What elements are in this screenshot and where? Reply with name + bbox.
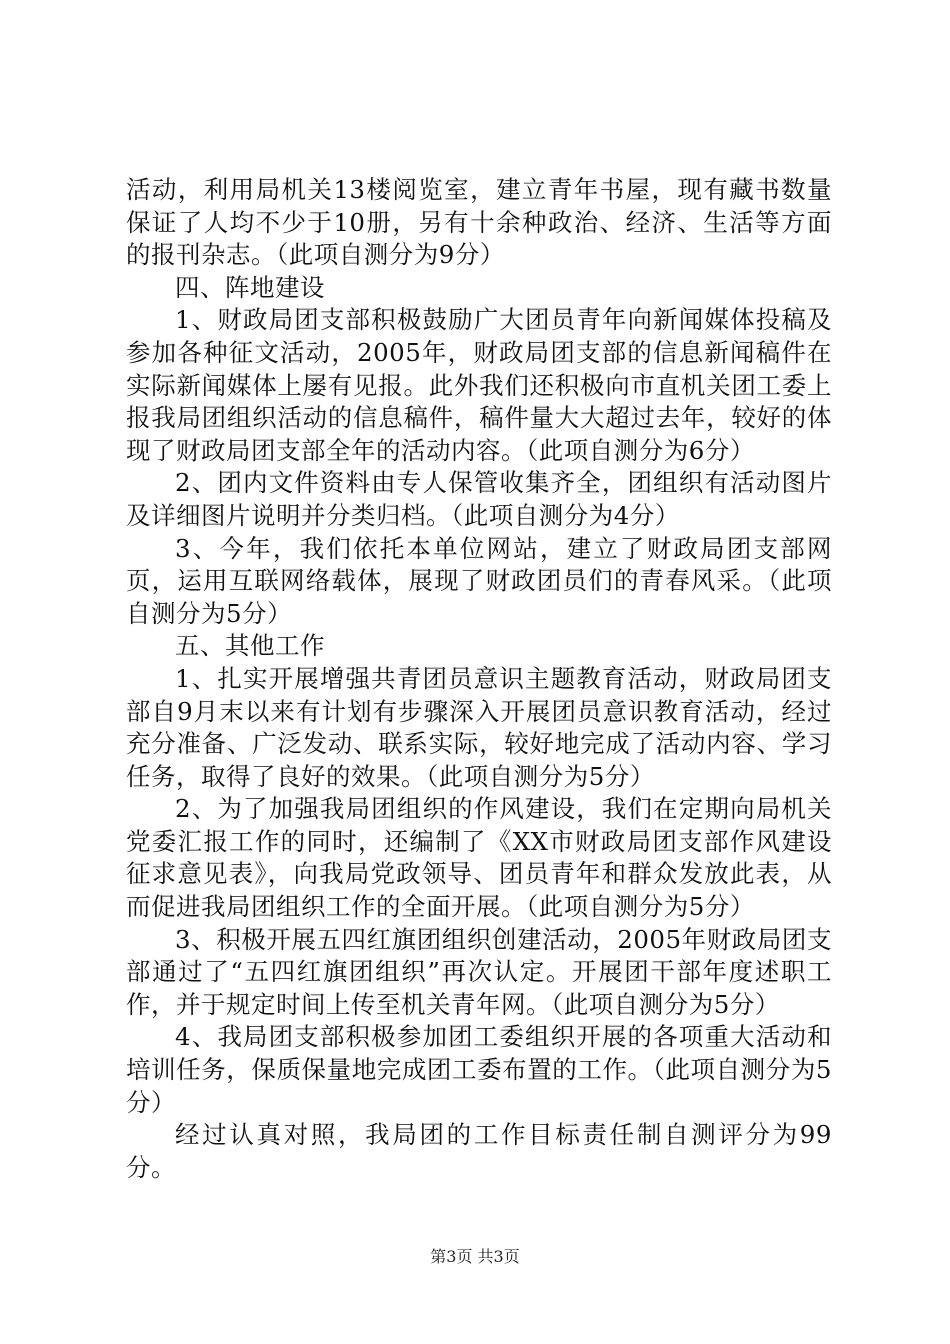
paragraph: 1、扎实开展增强共青团员意识主题教育活动，财政局团支部自9月末以来有计划有步骤深入开展团员意识教育活动，经过充分准备、广泛发动、联系实际，较好地完成了活动内容、学习任务，取得了良好的效果。（此项自测分为5分） [126, 663, 832, 791]
section-heading-4: 四、阵地建设 [175, 272, 325, 302]
paragraph: 2、团内文件资料由专人保管收集齐全，团组织有活动图片及详细图片说明并分类归档。（此项自测分为4分） [126, 468, 832, 530]
paragraph: 2、为了加强我局团组织的作风建设，我们在定期向局机关党委汇报工作的同时，还编制了《XX市财政局团支部作风建设征求意见表》，向我局党政领导、团员青年和群众发放此表，从而促进我局团组织工作的全面开展。（此项自测分为5分） [126, 794, 832, 922]
paragraph-conclusion: 经过认真对照，我局团的工作目标责任制自测评分为99分。 [126, 1120, 832, 1182]
document-body [126, 174, 832, 1184]
section-heading-5: 五、其他工作 [175, 631, 325, 661]
paragraph: 4、我局团支部积极参加团工委组织开展的各项重大活动和培训任务，保质保量地完成团工委布置的工作。（此项自测分为5分） [126, 1022, 832, 1117]
paragraph: 3、积极开展五四红旗团组织创建活动，2005年财政局团支部通过了“五四红旗团组织”再次认定。开展团干部年度述职工作，并于规定时间上传至机关青年网。（此项自测分为5分） [126, 924, 832, 1019]
paragraph: 1、财政局团支部积极鼓励广大团员青年向新闻媒体投稿及参加各种征文活动，2005年，财政局团支部的信息新闻稿件在实际新闻媒体上屡有见报。此外我们还积极向市直机关团工委上报我局团组织活动的信息稿件，稿件量大大超过去年，较好的体现了财政局团支部全年的活动内容。（此项自测分为6分） [126, 305, 832, 465]
paragraph-continuation: 活动，利用局机关13楼阅览室，建立青年书屋，现有藏书数量保证了人均不少于10册，另有十余种政治、经济、生活等方面的报刊杂志。（此项自测分为9分） [126, 175, 832, 270]
page-number-footer: 第3页 共3页 [430, 1247, 520, 1266]
paragraph: 3、今年，我们依托本单位网站，建立了财政局团支部网页，运用互联网络载体，展现了财政团员们的青春风采。（此项自测分为5分） [126, 533, 832, 628]
